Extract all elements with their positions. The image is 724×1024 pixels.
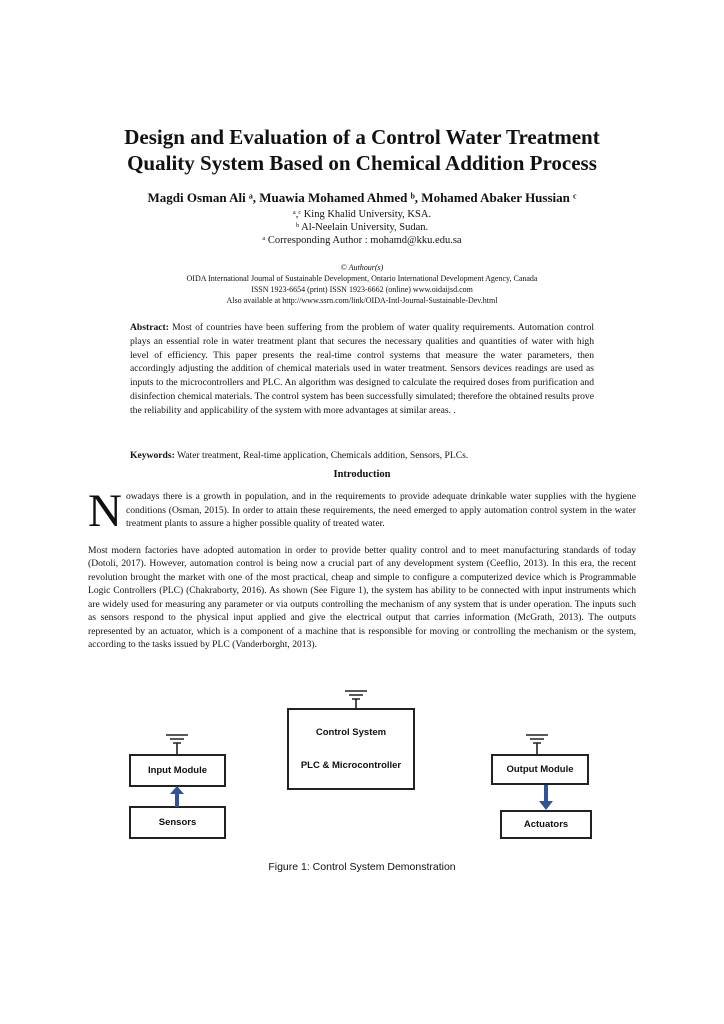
keywords [130, 449, 594, 462]
keywords-label: Keywords: [130, 450, 175, 461]
actuators-label: Actuators [523, 819, 569, 830]
sensors-box [129, 806, 226, 839]
copyright-notice: © Authour(s) [340, 263, 384, 272]
issn-line: ISSN 1923-6654 (print) ISSN 1923-6662 (online) www.oidaijsd.com [251, 285, 473, 294]
availability-line: Also available at http://www.ssrn.com/link/OIDA-Intl-Journal-Sustainable-Dev.html [226, 296, 498, 305]
actuators-box [500, 810, 592, 839]
section-heading-introduction: Introduction [333, 469, 391, 480]
corresponding-author: ᵃ Corresponding Author : mohamd@kku.edu.sa [262, 235, 462, 246]
abstract-label: Abstract: [130, 322, 169, 333]
intro-paragraph-1 [88, 485, 636, 537]
abstract [130, 321, 594, 418]
title-line-2: Quality System Based on Chemical Addition Process [127, 151, 597, 175]
control-system-box [287, 708, 415, 790]
drop-cap: N [88, 485, 122, 537]
journal-line: OIDA International Journal of Sustainable Development, Ontario International Development Agency, Canada [186, 274, 538, 283]
intro-paragraph-1-text: owadays there is a growth in population, and in the requirements to provide adequate drinkable water supplies with the hygiene conditions (Osman, 2015). In order to attain these requirements, the need emerged to apply automation control system in the water treatment plants to assure a higher possible quality of treated water. [125, 491, 636, 529]
output-module-box [491, 754, 589, 785]
keywords-text: Water treatment, Real-time application, Chemicals addition, Sensors, PLCs. [174, 450, 469, 461]
down-arrow-icon [539, 785, 553, 811]
sensors-label: Sensors [158, 817, 197, 828]
input-module-box [129, 754, 226, 787]
antenna-icon [523, 732, 551, 756]
input-module-label: Input Module [147, 765, 208, 776]
affiliation-2: ᵇ Al-Neelain University, Sudan. [295, 222, 429, 233]
plc-microcontroller-label: PLC & Microcontroller [300, 760, 402, 771]
author-list: Magdi Osman Ali ᵃ, Muawia Mohamed Ahmed ᵇ, Mohamed Abaker Hussian ᶜ [147, 190, 577, 205]
up-arrow-icon [170, 786, 184, 807]
paper-title [60, 124, 664, 176]
intro-paragraph-2: Most modern factories have adopted automation in order to provide better quality control and to meet manufacturing standards of today (Dotoli, 2017). However, automation control is being now a crucial part of any development system (Ceeflio, 2013). In this era, the recent revolution brought the market with one of the most practical, cheap and simple to configure a computerized device which is Programmable Logic Controllers (PLC) (Chakraborty, 2016). As shown (See Figure 1), the system has ability to be connected with input instruments which are widely used for measuring any parameter or via outputs controlling the mechanism of any system that is under operation. The inputs such as sensors respond to the physical input applied and give the electrical output that carries information (McGrath, 2013). The outputs represented by an actuator, which is a component of a machine that is responsible for moving or controlling the mechanism or the system, according to the tasks issued by PLC (Vanderborght, 2013). [88, 545, 636, 651]
figure-caption: Figure 1: Control System Demonstration [268, 861, 456, 873]
antenna-icon [342, 688, 370, 710]
title-line-1: Design and Evaluation of a Control Water Treatment [124, 125, 600, 149]
output-module-label: Output Module [506, 764, 574, 775]
abstract-text: Most of countries have been suffering from the problem of water quality requirements. Automation control plays an essential role in water treatment plant that secures the necessary qualities and quantities of water with high level of efficiency. This paper presents the real-time control systems that measure the water parameters, then accordingly adjusting the addition of chemical materials used in water treatment. Sensors devices readings are used as inputs to the microcontrollers and PLC. An algorithm was designed to calculate the required doses from purification and disinfection chemical materials. The control system has been successfully simulated; therefore the obtained results prove the reliability and applicability of the system with more advantages at similar areas. . [130, 322, 594, 416]
affiliation-1: ᵃ,ᶜ King Khalid University, KSA. [292, 209, 432, 220]
antenna-icon [163, 732, 191, 756]
control-system-label: Control System [315, 727, 387, 738]
